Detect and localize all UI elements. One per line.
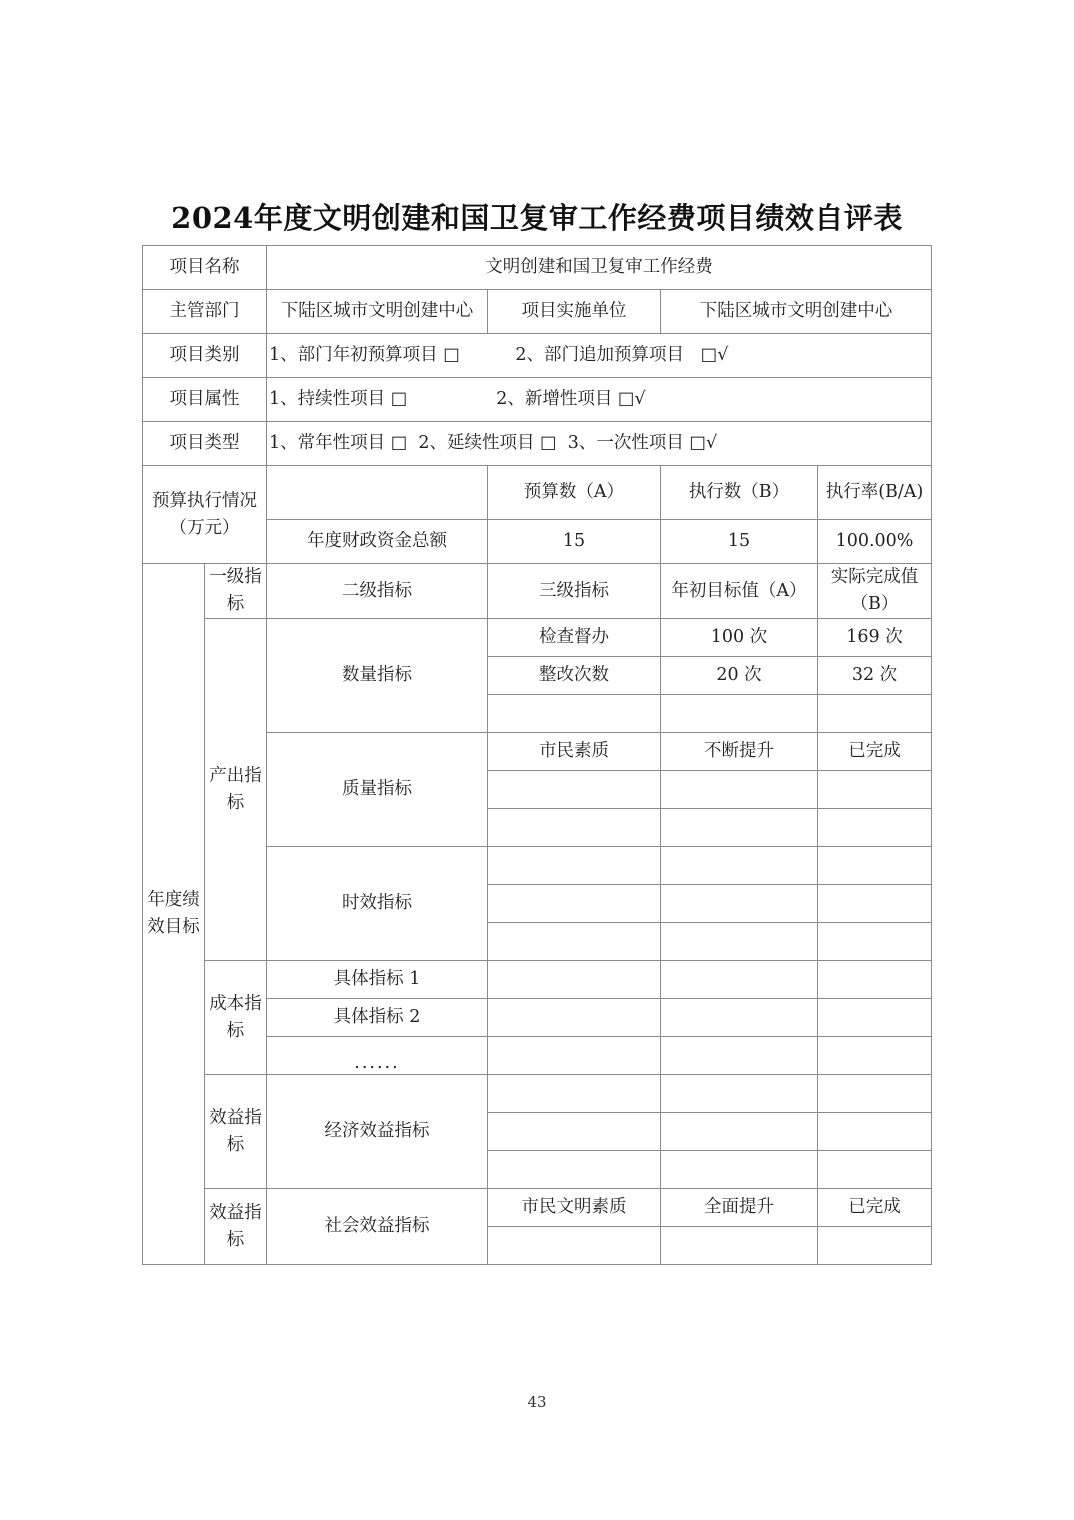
targets-section-label-text: 年度绩效目标 bbox=[147, 890, 200, 937]
indicator-cell bbox=[488, 1113, 661, 1151]
indicator-cell: 市民素质 bbox=[488, 733, 661, 771]
actual-header bbox=[818, 564, 932, 619]
cost-label bbox=[205, 961, 267, 1075]
col-executed-header: 执行数（B） bbox=[661, 466, 818, 520]
level2-header: 二级指标 bbox=[267, 564, 488, 619]
category-options: 1、部门年初预算项目 □ 2、部门追加预算项目 □√ bbox=[267, 334, 932, 378]
dept-value: 下陆区城市文明创建中心 bbox=[267, 290, 488, 334]
actual-cell bbox=[818, 1037, 932, 1075]
actual-cell bbox=[818, 695, 932, 733]
row-department bbox=[143, 290, 932, 334]
level1-header bbox=[205, 564, 267, 619]
indicator-cell bbox=[488, 809, 661, 847]
cost-level2-cell: 具体指标 1 bbox=[267, 961, 488, 999]
output-label-text: 产出指标 bbox=[209, 765, 262, 813]
target-header: 年初目标值（A） bbox=[661, 564, 818, 619]
benefit-economic-label: 经济效益指标 bbox=[267, 1075, 488, 1189]
table-row bbox=[143, 961, 932, 999]
cost-level2-cell: ...... bbox=[267, 1037, 488, 1075]
target-cell bbox=[661, 1151, 818, 1189]
cost-label-text: 成本指标 bbox=[209, 993, 262, 1041]
indicator-cell bbox=[488, 961, 661, 999]
target-cell bbox=[661, 1113, 818, 1151]
indicator-cell bbox=[488, 1075, 661, 1113]
dept-label: 主管部门 bbox=[143, 290, 267, 334]
actual-cell bbox=[818, 809, 932, 847]
actual-cell: 已完成 bbox=[818, 733, 932, 771]
row-targets-header bbox=[143, 564, 932, 619]
actual-cell bbox=[818, 923, 932, 961]
benefit-social-level1 bbox=[205, 1189, 267, 1265]
target-cell bbox=[661, 1227, 818, 1265]
row-type bbox=[143, 422, 932, 466]
target-cell bbox=[661, 885, 818, 923]
level1-header-text: 一级指标 bbox=[209, 567, 262, 614]
output-label bbox=[205, 619, 267, 961]
actual-cell bbox=[818, 771, 932, 809]
actual-cell bbox=[818, 961, 932, 999]
quantity-label: 数量指标 bbox=[267, 619, 488, 733]
target-cell bbox=[661, 1075, 818, 1113]
type-options: 1、常年性项目 □ 2、延续性项目 □ 3、一次性项目 □√ bbox=[267, 422, 932, 466]
actual-cell bbox=[818, 847, 932, 885]
actual-header-text: 实际完成值（B） bbox=[830, 567, 919, 614]
target-cell bbox=[661, 1037, 818, 1075]
target-cell bbox=[661, 847, 818, 885]
row-budget-header bbox=[143, 466, 932, 520]
project-name-label: 项目名称 bbox=[143, 246, 267, 290]
target-cell bbox=[661, 695, 818, 733]
indicator-cell: 整改次数 bbox=[488, 657, 661, 695]
indicator-cell: 检查督办 bbox=[488, 619, 661, 657]
budget-label-text: 预算执行情况（万元） bbox=[152, 490, 257, 538]
targets-section-label bbox=[143, 564, 205, 1265]
indicator-cell bbox=[488, 1227, 661, 1265]
target-cell: 20 次 bbox=[661, 657, 818, 695]
attribute-label: 项目属性 bbox=[143, 378, 267, 422]
table-row bbox=[143, 1189, 932, 1227]
impl-unit-value: 下陆区城市文明创建中心 bbox=[661, 290, 932, 334]
table-row bbox=[143, 1075, 932, 1113]
attribute-options: 1、持续性项目 □ 2、新增性项目 □√ bbox=[267, 378, 932, 422]
timeliness-label: 时效指标 bbox=[267, 847, 488, 961]
target-cell bbox=[661, 923, 818, 961]
target-cell bbox=[661, 809, 818, 847]
table-row bbox=[143, 619, 932, 657]
indicator-cell bbox=[488, 1151, 661, 1189]
indicator-cell bbox=[488, 771, 661, 809]
actual-cell: 已完成 bbox=[818, 1189, 932, 1227]
row-category bbox=[143, 334, 932, 378]
actual-cell bbox=[818, 1113, 932, 1151]
benefit-social-level1-text: 效益指标 bbox=[209, 1202, 262, 1250]
level3-header: 三级指标 bbox=[488, 564, 661, 619]
cost-level2-cell: 具体指标 2 bbox=[267, 999, 488, 1037]
budget-value: 15 bbox=[488, 520, 661, 564]
actual-cell bbox=[818, 885, 932, 923]
actual-cell bbox=[818, 1151, 932, 1189]
actual-cell: 32 次 bbox=[818, 657, 932, 695]
row-project-name bbox=[143, 246, 932, 290]
category-label: 项目类别 bbox=[143, 334, 267, 378]
indicator-cell bbox=[488, 695, 661, 733]
col-rate-header: 执行率(B/A) bbox=[818, 466, 932, 520]
rate-value: 100.00% bbox=[818, 520, 932, 564]
impl-unit-label: 项目实施单位 bbox=[488, 290, 661, 334]
indicator-cell bbox=[488, 999, 661, 1037]
target-cell: 全面提升 bbox=[661, 1189, 818, 1227]
target-cell: 100 次 bbox=[661, 619, 818, 657]
page-number: 43 bbox=[527, 1393, 547, 1411]
executed-value: 15 bbox=[661, 520, 818, 564]
benefit-social-label: 社会效益指标 bbox=[267, 1189, 488, 1265]
target-cell bbox=[661, 999, 818, 1037]
budget-label bbox=[143, 466, 267, 564]
project-name-value: 文明创建和国卫复审工作经费 bbox=[267, 246, 932, 290]
target-cell: 不断提升 bbox=[661, 733, 818, 771]
actual-cell bbox=[818, 1227, 932, 1265]
budget-header-blank bbox=[267, 466, 488, 520]
target-cell bbox=[661, 961, 818, 999]
quality-label: 质量指标 bbox=[267, 733, 488, 847]
indicator-cell bbox=[488, 885, 661, 923]
actual-cell bbox=[818, 1075, 932, 1113]
target-cell bbox=[661, 771, 818, 809]
indicator-cell: 市民文明素质 bbox=[488, 1189, 661, 1227]
indicator-cell bbox=[488, 1037, 661, 1075]
actual-cell bbox=[818, 999, 932, 1037]
page-title: 2024年度文明创建和国卫复审工作经费项目绩效自评表 bbox=[171, 201, 903, 235]
type-label: 项目类型 bbox=[143, 422, 267, 466]
indicator-cell bbox=[488, 847, 661, 885]
row-attribute bbox=[143, 378, 932, 422]
performance-evaluation-table bbox=[142, 245, 932, 1265]
benefit-economic-level1-text: 效益指标 bbox=[209, 1107, 262, 1155]
actual-cell: 169 次 bbox=[818, 619, 932, 657]
benefit-economic-level1 bbox=[205, 1075, 267, 1189]
budget-row-label: 年度财政资金总额 bbox=[267, 520, 488, 564]
col-budget-header: 预算数（A） bbox=[488, 466, 661, 520]
indicator-cell bbox=[488, 923, 661, 961]
